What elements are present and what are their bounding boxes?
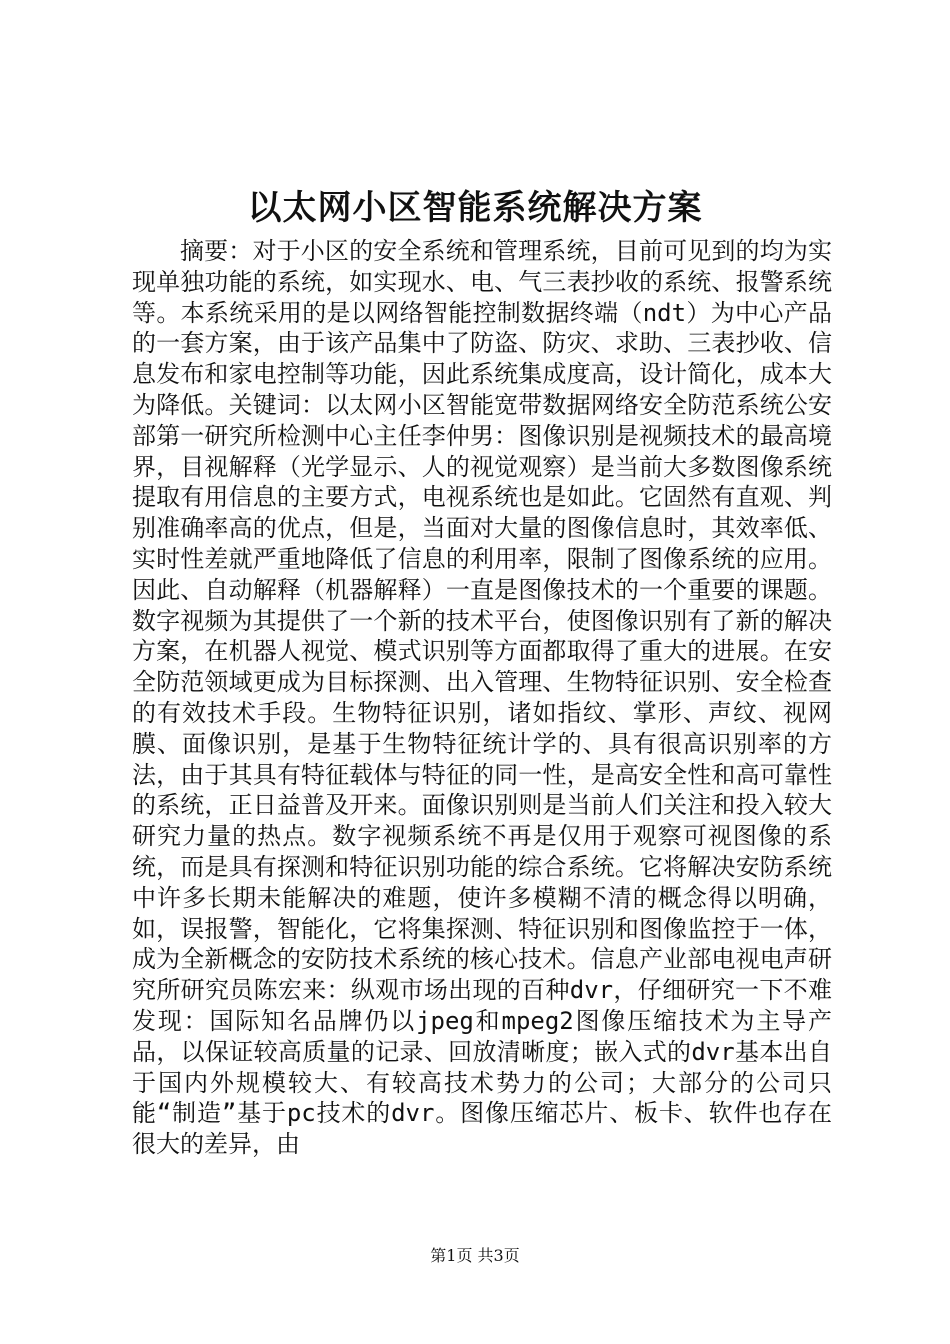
page-number: 第1页 共3页 xyxy=(430,1246,520,1265)
document-title: 以太网小区智能系统解决方案 xyxy=(247,188,703,228)
document-body: 摘要：对于小区的安全系统和管理系统，目前可见到的均为实现单独功能的系统，如实现水、电、气三表抄收的系统、报警系统等。本系统采用的是以网络智能控制数据终端（ndt）为中心产品的一套方案，由于该产品集中了防盗、防灾、求助、三表抄收、信息发布和家电控制等功能，因此系统集成度高，设计简化，成本大为降低。关键词：以太网小区智能宽带数据网络安全防范系统公安部第一研究所检测中心主任李仲男：图像识别是视频技术的最高境界，目视解释（光学显示、人的视觉观察）是当前大多数图像系统提取有用信息的主要方式，电视系统也是如此。它固然有直观、判别准确率高的优点，但是，当面对大量的图像信息时，其效率低、实时性差就严重地降低了信息的利用率，限制了图像系统的应用。因此、自动解释（机器解释）一直是图像技术的一个重要的课题。数字视频为其提供了一个新的技术平台，使图像识别有了新的解决方案，在机器人视觉、模式识别等方面都取得了重大的进展。在安全防范领域更成为目标探测、出入管理、生物特征识别、安全检查的有效技术手段。生物特征识别，诸如指纹、掌形、声纹、视网膜、面像识别，是基于生物特征统计学的、具有很高识别率的方法，由于其具有特征载体与特征的同一性，是高安全性和高可靠性的系统，正日益普及开来。面像识别则是当前人们关注和投入较大研究力量的热点。数字视频系统不再是仅用于观察可视图像的系统，而是具有探测和特征识别功能的综合系统。它将解决安防系统中许多长期未能解决的难题，使许多模糊不清的概念得以明确，如，误报警，智能化，它将集探测、特征识别和图像监控于一体，成为全新概念的安防技术系统的核心技术。信息产业部电视电声研究所研究员陈宏来：纵观市场出现的百种dvr，仔细研究一下不难发现：国际知名品牌仍以jpeg和mpeg2图像压缩技术为主导产品，以保证较高质量的记录、回放清晰度；嵌入式的dvr基本出自于国内外规模较大、有较高技术势力的公司；大部分的公司只能“制造”基于pc技术的dvr。图像压缩芯片、板卡、软件也存在很大的差异，由 xyxy=(132,237,832,1159)
page-footer xyxy=(0,1244,950,1268)
